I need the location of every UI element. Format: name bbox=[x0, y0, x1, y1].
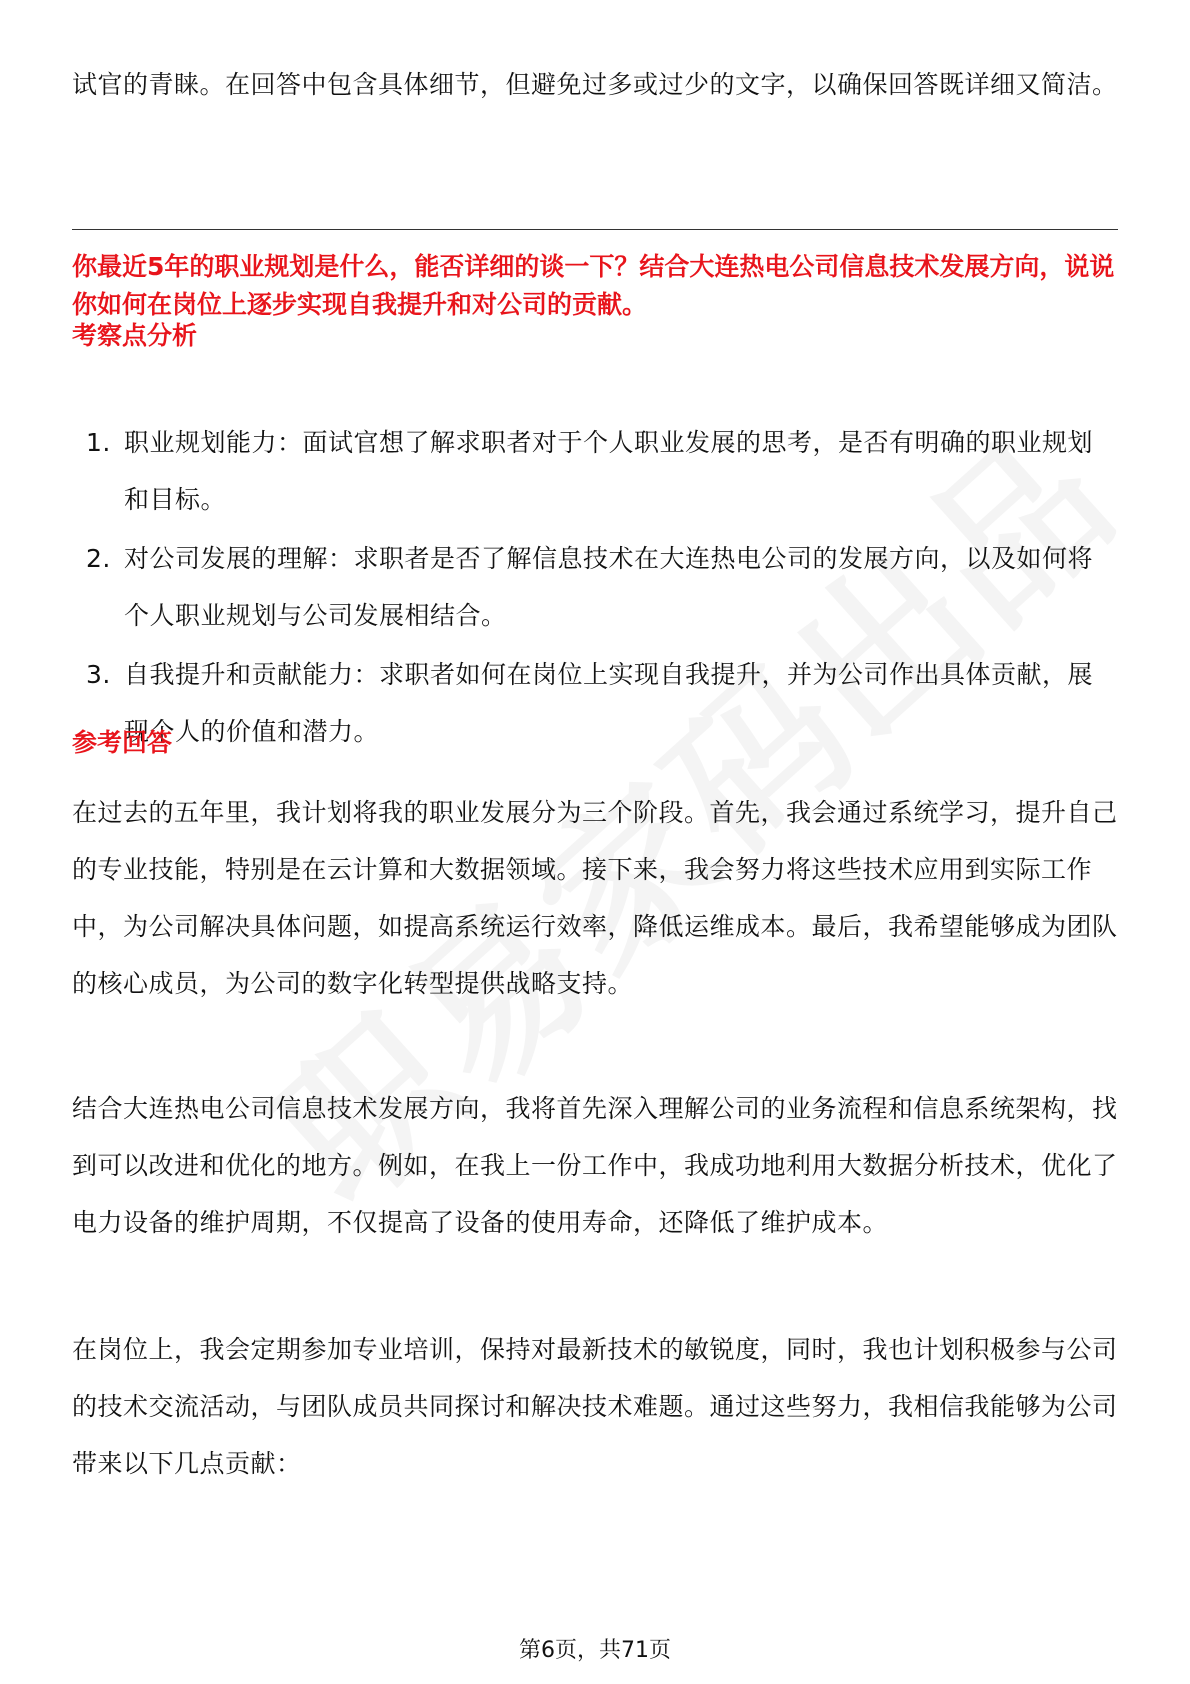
list-item-number: 1. bbox=[86, 428, 111, 457]
list-item bbox=[72, 646, 1118, 760]
list-item-number: 3. bbox=[86, 660, 111, 689]
answer-paragraph: 在过去的五年里，我计划将我的职业发展分为三个阶段。首先，我会通过系统学习，提升自己的专业技能，特别是在云计算和大数据领域。接下来，我会努力将这些技术应用到实际工作中，为公司解决具体问题，如提高系统运行效率，降低运维成本。最后，我希望能够成为团队的核心成员，为公司的数字化转型提供战略支持。 bbox=[72, 798, 1118, 998]
list-item-number: 2. bbox=[86, 544, 111, 573]
analysis-list bbox=[72, 414, 1118, 762]
list-item-text: 职业规划能力：面试官想了解求职者对于个人职业发展的思考，是否有明确的职业规划和目标。 bbox=[124, 428, 1094, 514]
list-item bbox=[72, 414, 1118, 528]
section-divider bbox=[72, 229, 1118, 230]
answer-paragraph: 结合大连热电公司信息技术发展方向，我将首先深入理解公司的业务流程和信息系统架构，找到可以改进和优化的地方。例如，在我上一份工作中，我成功地利用大数据分析技术，优化了电力设备的维护周期，不仅提高了设备的使用寿命，还降低了维护成本。 bbox=[72, 1094, 1118, 1237]
list-item-text: 对公司发展的理解：求职者是否了解信息技术在大连热电公司的发展方向，以及如何将个人职业规划与公司发展相结合。 bbox=[124, 544, 1094, 630]
question-heading: 你最近5年的职业规划是什么，能否详细的谈一下？结合大连热电公司信息技术发展方向，说说你如何在岗位上逐步实现自我提升和对公司的贡献。 bbox=[72, 252, 1115, 319]
intro-paragraph: 试官的青睐。在回答中包含具体细节，但避免过多或过少的文字，以确保回答既详细又简洁。 bbox=[72, 70, 1118, 99]
answer-title: 参考回答 bbox=[72, 728, 173, 757]
analysis-title: 考察点分析 bbox=[72, 321, 198, 350]
list-item-text: 自我提升和贡献能力：求职者如何在岗位上实现自我提升，并为公司作出具体贡献，展现个人的价值和潜力。 bbox=[124, 660, 1094, 746]
page-number-footer: 第6页，共71页 bbox=[519, 1638, 671, 1663]
list-item bbox=[72, 530, 1118, 644]
answer-paragraph: 在岗位上，我会定期参加专业培训，保持对最新技术的敏锐度，同时，我也计划积极参与公司的技术交流活动，与团队成员共同探讨和解决技术难题。通过这些努力，我相信我能够为公司带来以下几点贡献： bbox=[72, 1335, 1118, 1478]
document-page bbox=[72, 0, 1118, 1684]
